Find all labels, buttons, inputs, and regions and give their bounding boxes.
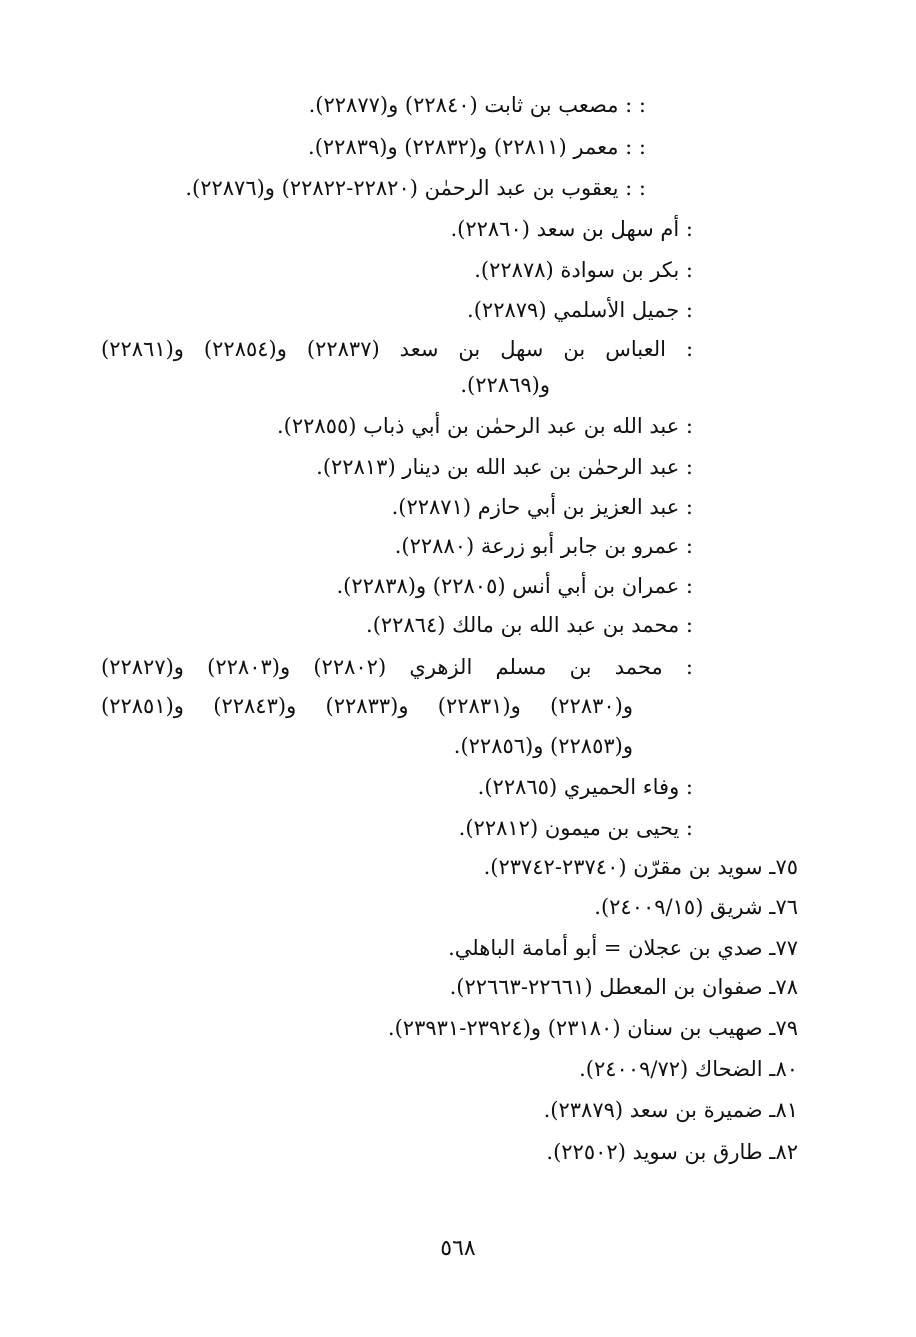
index-line: ٧٦ـ شريق (٢٤٠٠٩/١٥). (594, 895, 798, 919)
index-line: : : مصعب بن ثابت (٢٢٨٤٠) و(٢٢٨٧٧). (308, 93, 646, 117)
index-line: ٨١ـ ضميرة بن سعد (٢٣٨٧٩). (543, 1098, 798, 1122)
index-line: : : يعقوب بن عبد الرحمٰن (٢٢٨٢٠-٢٢٨٢٢) و(٢٢٨٧٦). (185, 176, 646, 200)
index-line: ٧٥ـ سويد بن مقرّن (٢٣٧٤٠-٢٣٧٤٢). (483, 855, 798, 879)
index-line: و(٢٢٨٦٩). (460, 373, 550, 397)
index-line: : أم سهل بن سعد (٢٢٨٦٠). (450, 217, 693, 241)
index-line: ٧٩ـ صهيب بن سنان (٢٣١٨٠) و(٢٣٩٢٤-٢٣٩٣١). (387, 1016, 798, 1040)
index-line: ٨٢ـ طارق بن سويد (٢٢٥٠٢). (546, 1140, 798, 1164)
index-line: : يحيى بن ميمون (٢٢٨١٢). (458, 816, 693, 840)
index-line: : وفاء الحميري (٢٢٨٦٥). (477, 775, 693, 799)
page-number: ٥٦٨ (440, 1236, 476, 1261)
index-line: : جميل الأسلمي (٢٢٨٧٩). (467, 298, 693, 322)
index-line: ٧٧ـ صدي بن عجلان = أبو أمامة الباهلي. (448, 936, 798, 960)
index-line: : محمد بن عبد الله بن مالك (٢٢٨٦٤). (366, 613, 693, 637)
index-line: : عبد العزيز بن أبي حازم (٢٢٨٧١). (391, 495, 693, 519)
index-line: : عبد الله بن عبد الرحمٰن بن أبي ذباب (٢٢٨٥٥). (277, 414, 693, 438)
index-line: : عبد الرحمٰن بن عبد الله بن دينار (٢٢٨١٣). (316, 455, 693, 479)
index-line: : محمد بن مسلم الزهري (٢٢٨٠٢) و(٢٢٨٠٣) و(٢٢٨٢٧) (101, 655, 694, 679)
index-line: : عمرو بن جابر أبو زرعة (٢٢٨٨٠). (394, 534, 693, 558)
index-line: و(٢٢٨٣٠) و(٢٢٨٣١) و(٢٢٨٣٣) و(٢٢٨٤٣) و(٢٢٨٥١) (101, 694, 634, 718)
index-line: و(٢٢٨٥٣) و(٢٢٨٥٦). (453, 734, 633, 758)
index-line: : العباس بن سهل بن سعد (٢٢٨٣٧) و(٢٢٨٥٤) و(٢٢٨٦١) (101, 337, 694, 361)
index-line: : عمران بن أبي أنس (٢٢٨٠٥) و(٢٢٨٣٨). (336, 574, 693, 598)
index-line: : بكر بن سوادة (٢٢٨٧٨). (474, 258, 693, 282)
index-line: : : معمر (٢٢٨١١) و(٢٢٨٣٢) و(٢٢٨٣٩). (308, 135, 646, 159)
index-line: ٧٨ـ صفوان بن المعطل (٢٢٦٦١-٢٢٦٦٣). (449, 975, 798, 999)
index-line: ٨٠ـ الضحاك (٢٤٠٠٩/٧٢). (579, 1057, 798, 1081)
